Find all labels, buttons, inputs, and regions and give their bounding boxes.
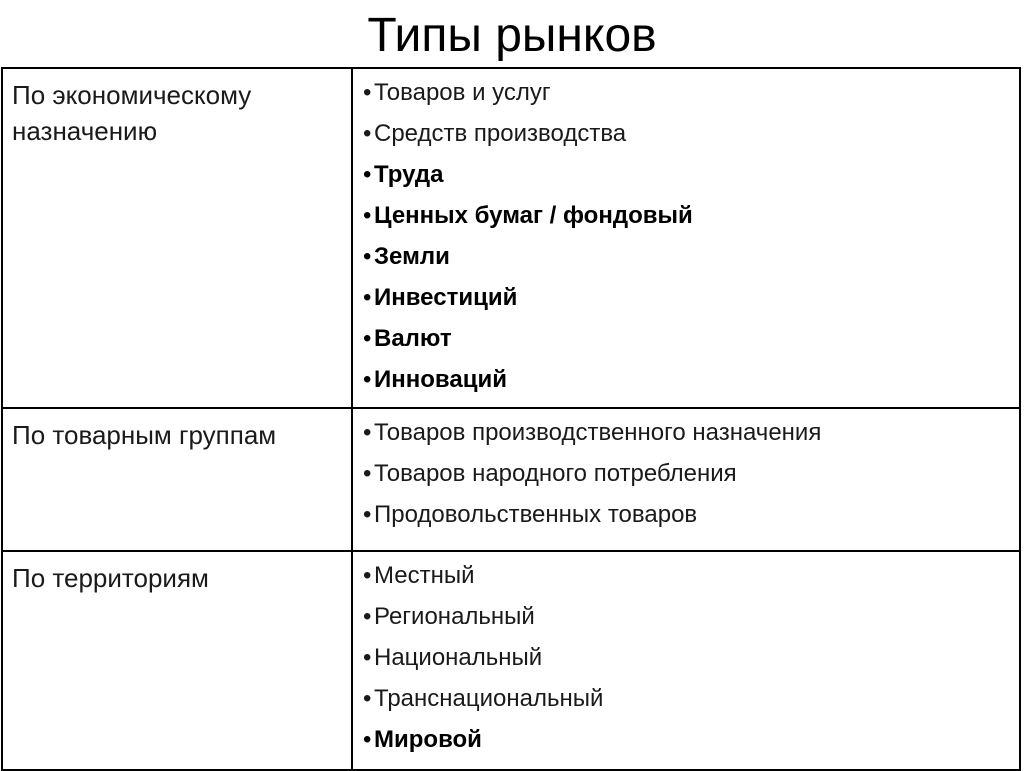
bullet-icon: •	[363, 460, 372, 487]
bullet-icon: •	[363, 120, 372, 147]
bullet-icon: •	[363, 562, 372, 589]
list-item	[363, 416, 1019, 457]
bullet-icon: •	[363, 419, 372, 446]
table-row	[2, 68, 1020, 408]
bullet-icon: •	[363, 644, 372, 671]
list-item-label: Транснациональный	[374, 685, 604, 712]
category-cell: По товарным группам	[2, 408, 352, 551]
list-item-label: Земли	[374, 243, 450, 270]
list-item-label: Товаров и услуг	[374, 79, 551, 106]
table-row	[2, 551, 1020, 770]
bullet-icon: •	[363, 726, 372, 753]
category-cell: По территориям	[2, 551, 352, 770]
items-list	[363, 416, 1019, 539]
list-item	[363, 682, 1019, 723]
list-item	[363, 498, 1019, 539]
table-row	[2, 408, 1020, 551]
list-item-label: Средств производства	[374, 120, 627, 147]
list-item	[363, 600, 1019, 641]
bullet-icon: •	[363, 284, 372, 311]
category-cell: По экономическому назначению	[2, 68, 352, 408]
list-item-label: Местный	[374, 562, 475, 589]
list-item	[363, 322, 1019, 363]
list-item	[363, 457, 1019, 498]
bullet-icon: •	[363, 685, 372, 712]
items-cell	[352, 551, 1020, 770]
items-cell	[352, 408, 1020, 551]
list-item-label: Инноваций	[374, 366, 507, 393]
list-item	[363, 117, 1019, 158]
list-item	[363, 281, 1019, 322]
list-item-label: Ценных бумаг / фондовый	[374, 202, 693, 229]
bullet-icon: •	[363, 161, 372, 188]
list-item	[363, 76, 1019, 117]
list-item-label: Региональный	[374, 603, 535, 630]
slide-title: Типы рынков	[367, 9, 657, 62]
list-item	[363, 559, 1019, 600]
list-item	[363, 158, 1019, 199]
bullet-icon: •	[363, 243, 372, 270]
bullet-icon: •	[363, 325, 372, 352]
list-item-label: Продовольственных товаров	[374, 501, 698, 528]
bullet-icon: •	[363, 603, 372, 630]
list-item-label: Труда	[374, 161, 444, 188]
list-item-label: Мировой	[374, 726, 482, 753]
market-types-table	[1, 67, 1021, 771]
list-item-label: Валют	[374, 325, 452, 352]
list-item-label: Товаров производственного назначения	[374, 419, 822, 446]
items-list	[363, 76, 1019, 404]
list-item-label: Национальный	[374, 644, 543, 671]
bullet-icon: •	[363, 501, 372, 528]
list-item	[363, 723, 1019, 764]
list-item-label: Товаров народного потребления	[374, 460, 737, 487]
list-item	[363, 199, 1019, 240]
items-cell	[352, 68, 1020, 408]
bullet-icon: •	[363, 202, 372, 229]
list-item-label: Инвестиций	[374, 284, 518, 311]
list-item	[363, 363, 1019, 404]
bullet-icon: •	[363, 366, 372, 393]
bullet-icon: •	[363, 79, 372, 106]
items-list	[363, 559, 1019, 764]
list-item	[363, 240, 1019, 281]
list-item	[363, 641, 1019, 682]
